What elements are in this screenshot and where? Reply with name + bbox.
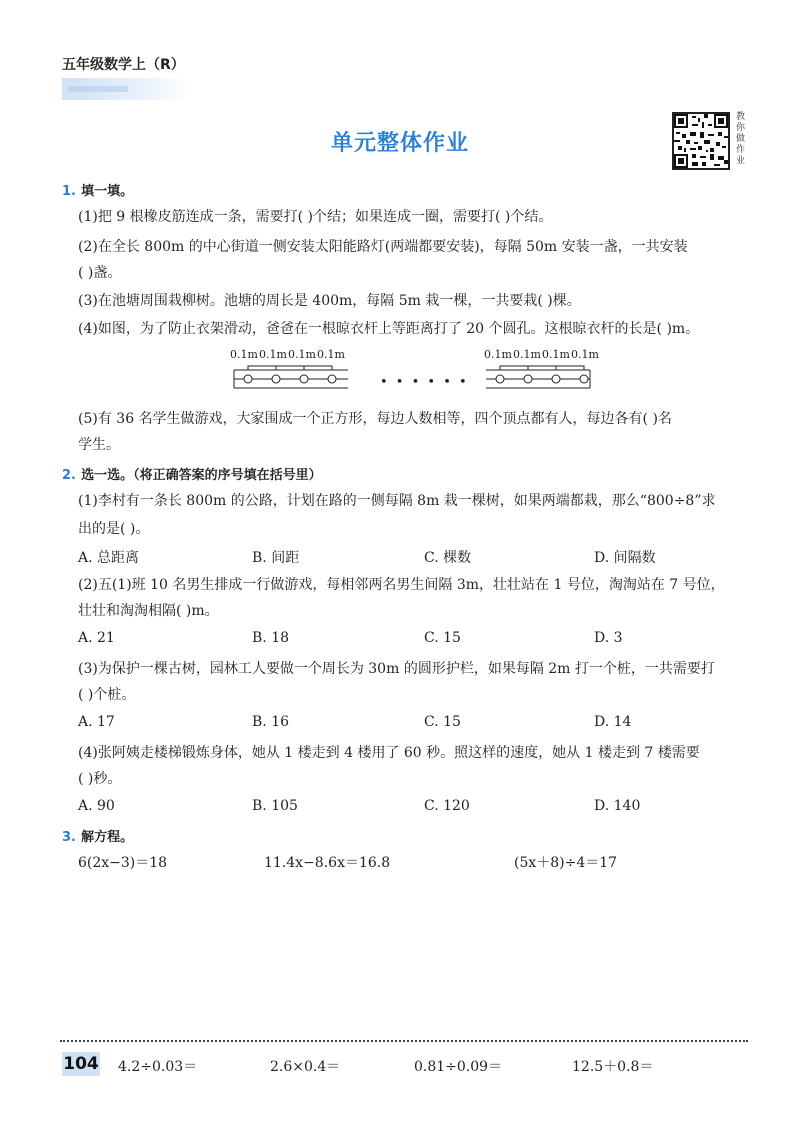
figure-ellipsis: • • • • • • [380,375,469,390]
q3-equation-2: 11.4x−8.6x＝16.8 [264,855,391,871]
q1-line-4: (3)在池塘周围栽柳树。池塘的周长是 400m，每隔 5m 栽一棵，一共要栽( )棵。 [78,293,581,309]
footer-calc-2: 2.6×0.4＝ [270,1059,341,1075]
q2-heading-row [62,464,322,483]
header-decoration [62,78,190,100]
qr-side-char: 你 [736,123,746,133]
book-label: 五年级数学上（R） [62,57,185,73]
qr-code-icon [674,114,728,168]
q2-2-option-d: D. 3 [594,630,623,646]
segment-label: 0.1m [288,348,316,361]
q2-2-option-b: B. 18 [252,630,290,646]
q2-4-option-c: C. 120 [424,798,470,814]
q2-3-option-b: B. 16 [252,714,290,730]
q2-3-option-d: D. 14 [594,714,632,730]
q3-equation-1: 6(2x−3)＝18 [78,855,168,871]
footer-calc-3: 0.81÷0.09＝ [414,1059,503,1075]
q2-2-line-2: 壮壮和淘淘相隔( )m。 [78,603,219,619]
q1-line-2: (2)在全长 800m 的中心街道一侧安装太阳能路灯(两端都要安装)，每隔 50m 安装一盏，一共安装 [78,239,688,255]
qr-side-char: 做 [736,134,746,144]
pole-figure [230,344,610,400]
footer-divider [60,1040,748,1042]
segment-label: 0.1m [230,348,258,361]
q2-2-line-1: (2)五(1)班 10 名男生排成一行做游戏，每相邻两名男生间隔 3m，壮壮站在 1 号位，淘淘站在 7 号位， [78,577,725,593]
q2-3-line-2: ( )个桩。 [78,687,136,703]
q2-1-option-c: C. 棵数 [424,550,472,566]
q3-equation-3: (5x＋8)÷4＝17 [514,855,618,871]
q2-4-option-a: A. 90 [78,798,115,814]
q1-line-3: ( )盏。 [78,265,122,281]
q2-1-line-1: (1)李村有一条长 800m 的公路，计划在路的一侧每隔 8m 栽一棵树，如果两端都栽，那么“800÷8”求 [78,493,716,509]
q2-4-option-b: B. 105 [252,798,298,814]
q3-heading: 解方程。 [81,830,134,845]
qr-side-char: 业 [736,156,746,166]
q1-line-7: 学生。 [78,437,120,453]
qr-side-text [736,112,748,167]
q1-line-5: (4)如图，为了防止衣架滑动，爸爸在一根晾衣杆上等距离打了 20 个圆孔。这根晾衣杆的长是( )m。 [78,321,700,337]
page-number: 104 [63,1054,99,1074]
q2-3-option-a: A. 17 [78,714,115,730]
q3-number: 3. [62,830,76,845]
q2-2-option-c: C. 15 [424,630,461,646]
q2-number: 2. [62,468,76,483]
segment-label: 0.1m [542,348,570,361]
segment-label: 0.1m [513,348,541,361]
q1-number: 1. [62,184,76,199]
footer-calc-1: 4.2÷0.03＝ [118,1059,198,1075]
q2-4-option-d: D. 140 [594,798,641,814]
q2-1-option-d: D. 间隔数 [594,550,656,566]
q1-heading: 填一填。 [81,184,134,199]
page-title: 单元整体作业 [330,131,469,156]
q2-4-line-1: (4)张阿姨走楼梯锻炼身体，她从 1 楼走到 4 楼用了 60 秒。照这样的速度，她从 1 楼走到 7 楼需要 [78,745,700,761]
q2-1-line-2: 出的是( )。 [78,521,150,537]
q2-4-line-2: ( )秒。 [78,771,122,787]
qr-code[interactable] [672,112,730,170]
segment-label: 0.1m [571,348,599,361]
q2-2-option-a: A. 21 [78,630,115,646]
segment-label: 0.1m [259,348,287,361]
segment-label: 0.1m [317,348,345,361]
q1-line-1: (1)把 9 根橡皮筋连成一条，需要打( )个结；如果连成一圈，需要打( )个结。 [78,209,553,225]
footer-calc-4: 12.5＋0.8＝ [572,1059,654,1075]
q1-heading-row [62,180,133,199]
q1-line-6: (5)有 36 名学生做游戏，大家围成一个正方形，每边人数相等，四个顶点都有人，每边各有( )名 [78,411,672,427]
q3-heading-row [62,826,133,845]
segment-label: 0.1m [484,348,512,361]
q2-3-line-1: (3)为保护一棵古树，园林工人要做一个周长为 30m 的圆形护栏，如果每隔 2m 打一个桩，一共需要打 [78,661,715,677]
q2-3-option-c: C. 15 [424,714,461,730]
qr-side-char: 作 [736,145,746,155]
pole-diagram [230,344,610,400]
q2-heading: 选一选。（将正确答案的序号填在括号里） [81,468,322,483]
q2-1-option-a: A. 总距离 [78,550,140,566]
qr-side-char: 教 [736,112,746,122]
q2-1-option-b: B. 间距 [252,550,300,566]
